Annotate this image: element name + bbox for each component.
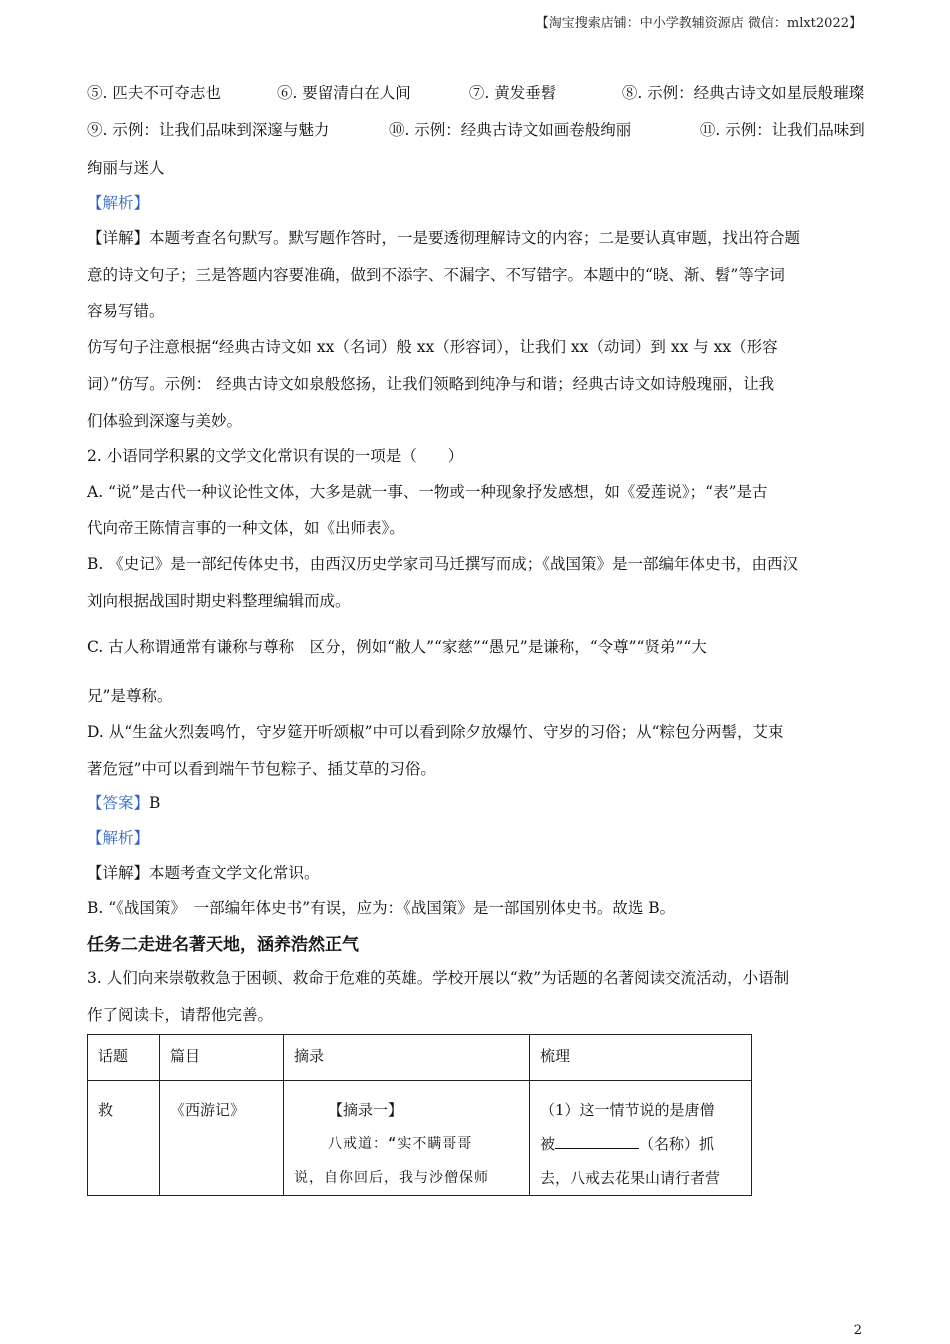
q2-option-a-line-1: A. “说”是古代一种议论性文体，大多是就一事、一物或一种现象抒发感想，如《爱莲说》；“表”是古 bbox=[87, 483, 768, 501]
page-header: 【淘宝搜索店铺：中小学教辅资源店 微信：mlxt2022】 bbox=[535, 16, 862, 31]
header-book: 篇目 bbox=[160, 1035, 284, 1081]
header-topic: 话题 bbox=[88, 1035, 160, 1081]
q2-option-b-line-2: 刘向根据战国时期史料整理编辑而成。 bbox=[87, 592, 351, 610]
sorting-line-2 bbox=[540, 1127, 741, 1161]
q2-option-a-line-2: 代向帝王陈情言事的一种文体，如《出师表》。 bbox=[87, 519, 405, 537]
q1-detail-line-2: 意的诗文句子；三是答题内容要准确，做到不添字、不漏字、不写错字。本题中的“晓、渐、髫”等字词 bbox=[87, 266, 785, 284]
q2-option-c-line-2: 兄”是尊称。 bbox=[87, 687, 173, 705]
q2-option-b-line-1: B. 《史记》是一部纪传体史书，由西汉历史学家司马迁撰写而成；《战国策》是一部编年体史书，由西汉 bbox=[87, 555, 798, 573]
q1-detail-line-3: 容易写错。 bbox=[87, 302, 165, 320]
answer-10: ⑩. 示例：经典古诗文如画卷般绚丽 bbox=[388, 121, 632, 139]
q3-stem-line-2: 作了阅读卡，请帮他完善。 bbox=[87, 1006, 274, 1024]
sorting-line-2-post: （名称）抓 bbox=[639, 1135, 715, 1153]
cell-topic: 救 bbox=[88, 1081, 160, 1196]
answers-row-1 bbox=[87, 81, 864, 103]
sorting-line-1: （1）这一情节说的是唐僧 bbox=[540, 1101, 715, 1119]
q2-answer bbox=[87, 791, 160, 813]
page-number: 2 bbox=[853, 1323, 862, 1338]
q2-answer-value: B bbox=[149, 794, 161, 812]
answer-11: ⑪. 示例：让我们品味到 bbox=[699, 121, 865, 139]
q2-detail-b: B. “《战国策》 一部编年体史书”有误，应为：《战国策》是一部国别体史书。故选 B。 bbox=[87, 899, 676, 917]
answer-7: ⑦. 黄发垂髫 bbox=[468, 84, 557, 102]
cell-excerpt bbox=[284, 1081, 530, 1196]
answer-5: ⑤. 匹夫不可夺志也 bbox=[87, 84, 221, 102]
q1-imitation-line-1: 仿写句子注意根据“经典古诗文如 xx（名词）般 xx（形容词），让我们 xx（动词）到 xx 与 xx（形容 bbox=[87, 338, 778, 356]
q1-imitation-line-2: 词）”仿写。示例： 经典古诗文如泉般悠扬，让我们领略到纯净与和谐；经典古诗文如诗般瑰丽，让我 bbox=[87, 375, 775, 393]
reading-card-table bbox=[87, 1034, 752, 1196]
excerpt-line-1: 八戒道：“实不瞒哥哥 bbox=[328, 1136, 473, 1152]
table-row bbox=[88, 1081, 752, 1196]
q1-imitation-line-3: 们体验到深邃与美妙。 bbox=[87, 412, 243, 430]
q2-option-c-line-1: C. 古人称谓通常有谦称与尊称 区分，例如“敝人”“家慈”“愚兄”是谦称，“令尊”“贤弟”“大 bbox=[87, 638, 707, 656]
q2-detail: 【详解】本题考查文学文化常识。 bbox=[87, 864, 320, 882]
q2-option-d-line-1: D. 从“生盆火烈轰鸣竹，守岁筵开听颂椒”中可以看到除夕放爆竹、守岁的习俗；从“粽包分两髻，艾束 bbox=[87, 723, 784, 741]
section-heading: 任务二走进名著天地，涵养浩然正气 bbox=[87, 935, 359, 955]
q2-stem: 2. 小语同学积累的文学文化常识有误的一项是（ ） bbox=[87, 447, 464, 465]
excerpt-title: 【摘录一】 bbox=[328, 1101, 404, 1119]
answer-9: ⑨. 示例：让我们品味到深邃与魅力 bbox=[87, 121, 330, 139]
answer-8: ⑧. 示例：经典古诗文如星辰般璀璨 bbox=[621, 84, 865, 102]
table-header-row bbox=[88, 1035, 752, 1081]
cell-book: 《西游记》 bbox=[160, 1081, 284, 1196]
header-excerpt: 摘录 bbox=[284, 1035, 530, 1081]
fill-in-blank[interactable] bbox=[555, 1134, 639, 1149]
q2-answer-tag: 【答案】 bbox=[87, 794, 150, 812]
q1-detail-line-1: 【详解】本题考查名句默写。默写题作答时，一是要透彻理解诗文的内容；二是要认真审题，找出符合题 bbox=[87, 229, 801, 247]
cell-sorting bbox=[530, 1081, 752, 1196]
q2-option-d-line-2: 著危冠”中可以看到端午节包粽子、插艾草的习俗。 bbox=[87, 760, 436, 778]
q2-analysis-tag: 【解析】 bbox=[87, 829, 150, 847]
header-sorting: 梳理 bbox=[530, 1035, 752, 1081]
sorting-line-2-pre: 被 bbox=[540, 1135, 556, 1153]
excerpt-line-2: 说，自你回后，我与沙僧保师 bbox=[294, 1170, 489, 1186]
answer-6: ⑥. 要留清白在人间 bbox=[276, 84, 411, 102]
answers-row-2 bbox=[87, 118, 865, 140]
q3-stem-line-1: 3. 人们向来崇敬救急于困顿、救命于危难的英雄。学校开展以“救”为话题的名著阅读交流活动，小语制 bbox=[87, 969, 790, 987]
answers-row-3: 绚丽与迷人 bbox=[87, 159, 165, 177]
q1-analysis-tag: 【解析】 bbox=[87, 194, 150, 212]
sorting-line-3: 去，八戒去花果山请行者营 bbox=[540, 1169, 721, 1187]
